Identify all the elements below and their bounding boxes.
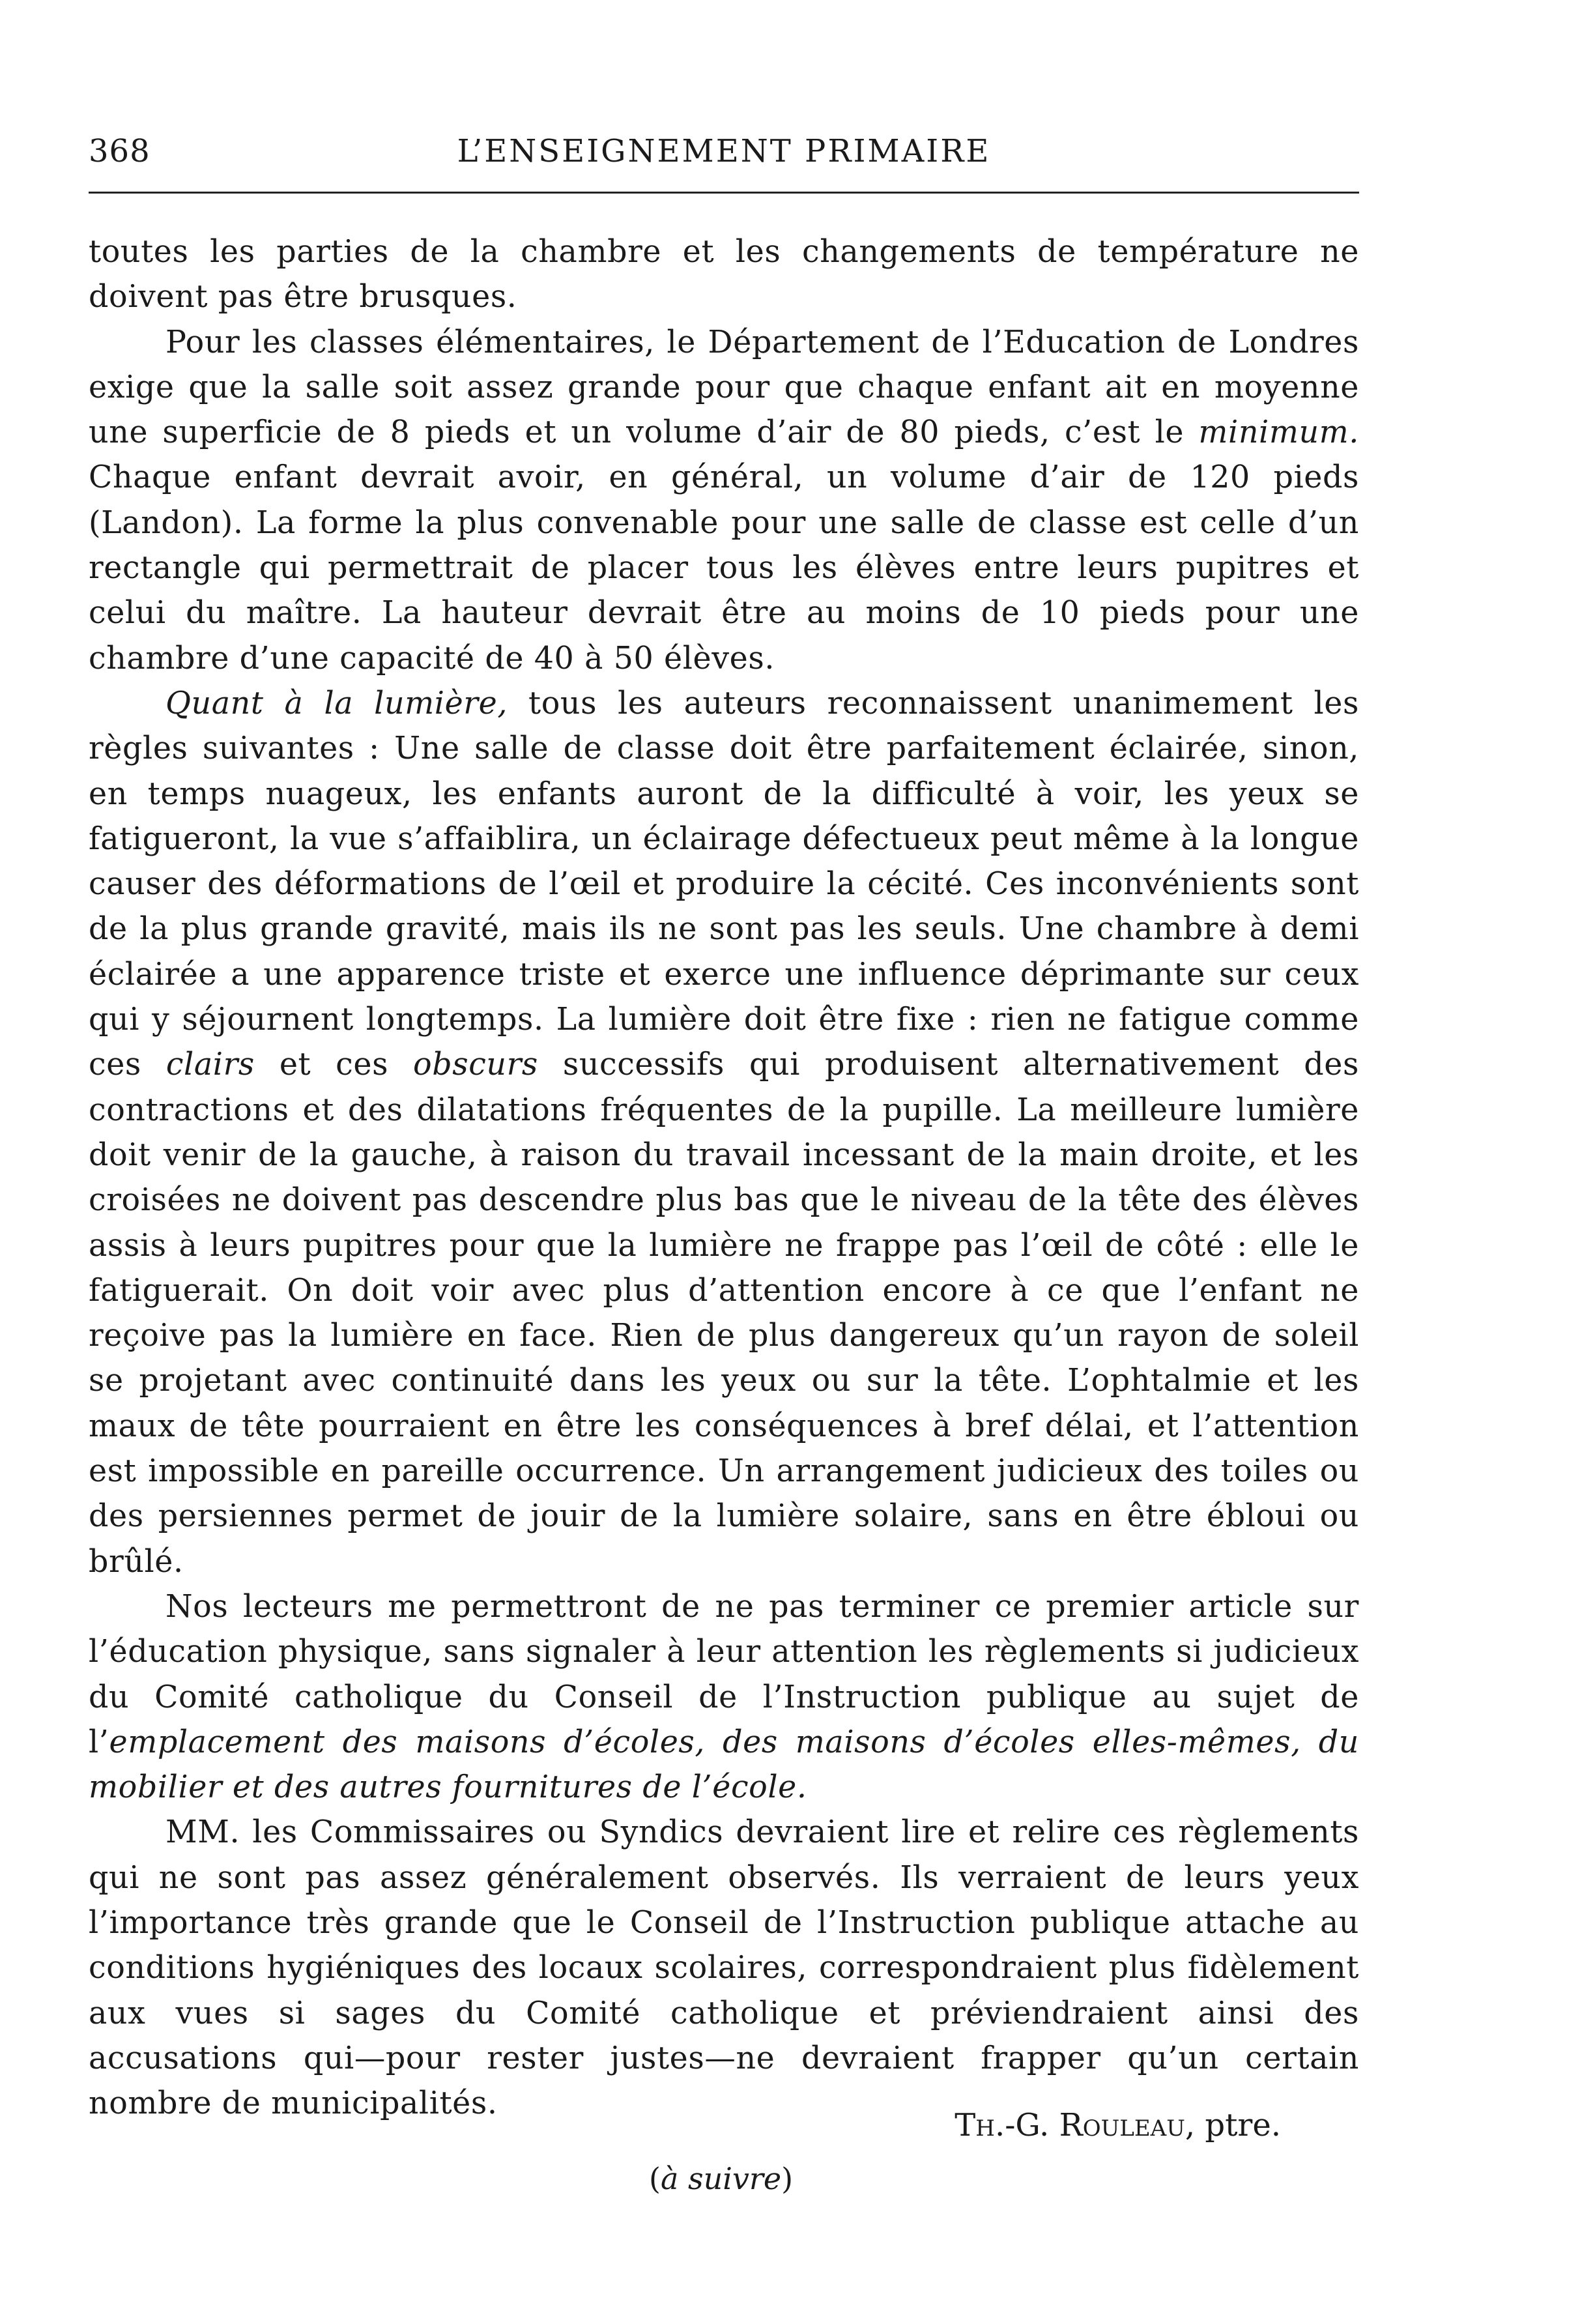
page-header xyxy=(89,125,1359,177)
paragraph-3-emphasis-2: clairs xyxy=(165,1047,255,1083)
paragraph-2 xyxy=(89,320,1359,681)
paragraph-4-emphasis: emplacement des maisons d’écoles, des maisons d’écoles elles-mêmes, du mobilier et des autres fournitures de l’école. xyxy=(89,1724,1359,1806)
continued-note xyxy=(649,2156,793,2201)
author-name: Th.-G. Rouleau xyxy=(955,2107,1185,2143)
paragraph-5-text: MM. les Commissaires ou Syndics devraient lire et relire ces règlements qui ne sont pas assez généralement observés. Ils verraient de leurs yeux l’importance très grande que le Conseil de l’Instruction publique attache au conditions hygiéniques des locaux scolaires, correspondraient plus fidèlement aux vues si sages du Comité catholique et préviendraient ainsi des accusations qui—pour rester justes—ne devraient frapper qu’un certain nombre de municipalités. xyxy=(89,1814,1359,2122)
paragraph-1-text: toutes les parties de la chambre et les changements de température ne doivent pas être brusques. xyxy=(89,234,1359,315)
paragraph-4 xyxy=(89,1584,1359,1810)
paragraph-2-emphasis: minimum. xyxy=(1198,414,1359,451)
paragraph-2-text-a: Pour les classes élémentaires, le Département de l’Education de Londres exige que la salle soit assez grande pour que chaque enfant ait en moyenne une superficie de 8 pieds et un volume d’air de 80 pieds, c’est le xyxy=(89,324,1359,451)
continued-close: ) xyxy=(781,2161,794,2196)
page-number: 368 xyxy=(89,133,151,169)
paragraph-1 xyxy=(89,229,1359,320)
article-body xyxy=(89,229,1359,2126)
paragraph-2-text-b: Chaque enfant devrait avoir, en général, un volume d’air de 120 pieds (Landon). La forme la plus convenable pour une salle de classe est celle d’un rectangle qui permettrait de placer tous les élèves entre leurs pupitres et celui du maître. La hauteur devrait être au moins de 10 pieds pour une chambre d’une capacité de 40 à 50 élèves. xyxy=(89,459,1359,676)
paragraph-3-emphasis-3: obscurs xyxy=(413,1047,538,1083)
running-title: L’ENSEIGNEMENT PRIMAIRE xyxy=(457,133,991,169)
continued-open: ( xyxy=(649,2161,661,2196)
paragraph-3-emphasis-1: Quant à la lumière, xyxy=(165,685,508,721)
header-rule xyxy=(89,192,1359,194)
paragraph-4-text: Nos lecteurs me permettront de ne pas terminer ce premier article sur l’éducation physique, sans signaler à leur attention les règlements si judicieux du Comité catholique du Conseil de l’Instruction publique au sujet de l’ xyxy=(89,1588,1359,1760)
paragraph-3-text-b: et ces xyxy=(254,1047,414,1083)
paragraph-3-text-a: tous les auteurs reconnaissent unanimement les règles suivantes : Une salle de classe doit être parfaitement éclairée, sinon, en temps nuageux, les enfants auront de la difficulté à voir, les yeux se fatigueront, la vue s’affaiblira, un éclairage défectueux peut même à la longue causer des déformations de l’œil et produire la cécité. Ces inconvénients sont de la plus grande gravité, mais ils ne sont pas les seuls. Une chambre à demi éclairée a une apparence triste et exerce une influence déprimante sur ceux qui y séjournent longtemps. La lumière doit être fixe : rien ne fatigue comme ces xyxy=(89,685,1359,1083)
author-signature xyxy=(89,2102,1281,2148)
paragraph-3 xyxy=(89,681,1359,1584)
author-suffix: , ptre. xyxy=(1185,2107,1281,2143)
paragraph-3-text-c: successifs qui produisent alternativement des contractions et des dilatations fréquentes de la pupille. La meilleure lumière doit venir de la gauche, à raison du travail incessant de la main droite, et les croisées ne doivent pas descendre plus bas que le niveau de la tête des élèves assis à leurs pupitres pour que la lumière ne frappe pas l’œil de côté : elle le fatiguerait. On doit voir avec plus d’attention encore à ce que l’enfant ne reçoive pas la lumière en face. Rien de plus dangereux qu’un rayon de soleil se projetant avec continuité dans les yeux ou sur la tête. L’ophtalmie et les maux de tête pourraient en être les conséquences à bref délai, et l’attention est impossible en pareille occurrence. Un arrangement judicieux des toiles ou des persiennes permet de jouir de la lumière solaire, sans en être ébloui ou brûlé. xyxy=(89,1047,1359,1580)
paragraph-5 xyxy=(89,1810,1359,2126)
continued-text: à suivre xyxy=(660,2161,782,2196)
